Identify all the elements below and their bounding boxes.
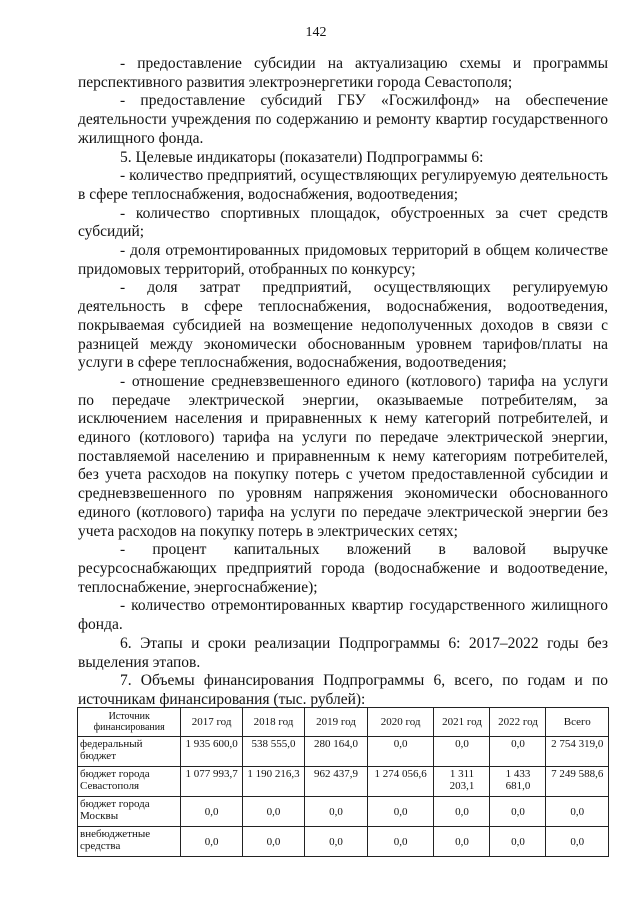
table-header-cell: 2017 год (181, 708, 242, 737)
table-cell: 0,0 (434, 797, 490, 827)
table-row (78, 797, 609, 827)
paragraph: - доля отремонтированных придомовых территорий в общем количестве придомовых территорий, отобранных по конкурсу; (78, 242, 608, 278)
table-header-cell: 2019 год (305, 708, 367, 737)
table-cell: 1 433 681,0 (490, 767, 546, 797)
paragraph: - количество предприятий, осуществляющих регулируемую деятельность в сфере теплоснабжения, водоснабжения, водоотведения; (78, 167, 608, 203)
paragraph: - процент капитальных вложений в валовой выручке ресурсоснабжающих предприятий города (водоснабжение и водоотведение, теплоснабжение, энергоснабжение); (78, 541, 608, 596)
table-cell: 0,0 (367, 737, 434, 767)
table-header-cell: 2020 год (367, 708, 434, 737)
table-cell: 1 311 203,1 (434, 767, 490, 797)
table-header-cell: 2018 год (242, 708, 304, 737)
table-cell: 2 754 319,0 (546, 737, 609, 767)
table-header-row (78, 708, 609, 737)
table-cell: 0,0 (181, 827, 242, 857)
paragraph: - отношение средневзвешенного единого (котлового) тарифа на услуги по передаче электрической энергии, оказываемые потребителям, за исключением населения и приравненных к нему категорий потребителей, и единого (котлового) тарифа на услуги по передаче электрической энергии, поставляемой населению и приравненным к нему категориям потребителей, без учета расходов на покупку потерь с учетом предоставленной субсидии и средневзвешенного по уровням напряжения экономически обоснованного единого (котлового) тарифа на услуги по передаче электрической энергии без учета расходов на покупку потерь в электрических сетях; (78, 372, 608, 540)
financing-table (77, 707, 609, 857)
table-cell: 1 077 993,7 (181, 767, 242, 797)
table-header-cell: 2021 год (434, 708, 490, 737)
table-row (78, 827, 609, 857)
table-cell: 0,0 (181, 797, 242, 827)
table-cell: бюджет города Севастополя (78, 767, 181, 797)
table-cell: федеральный бюджет (78, 737, 181, 767)
paragraph: - количество отремонтированных квартир государственного жилищного фонда. (78, 597, 608, 634)
table-row (78, 737, 609, 767)
table-cell: 1 190 216,3 (242, 767, 304, 797)
table-cell: 538 555,0 (242, 737, 304, 767)
paragraph: 6. Этапы и сроки реализации Подпрограммы 6: 2017–2022 годы без выделения этапов. (78, 634, 608, 671)
table-cell: 0,0 (546, 827, 609, 857)
paragraph: - предоставление субсидий ГБУ «Госжилфонд» на обеспечение деятельности учреждения по содержанию и ремонту квартир государственного жилищного фонда. (78, 92, 608, 147)
table-cell: 1 935 600,0 (181, 737, 242, 767)
table-cell: 0,0 (490, 827, 546, 857)
table-header-cell: 2022 год (490, 708, 546, 737)
table-cell: внебюджетные средства (78, 827, 181, 857)
table-cell: 0,0 (305, 797, 367, 827)
page-number: 142 (305, 25, 327, 40)
table-header-cell: Всего (546, 708, 609, 737)
paragraph: - доля затрат предприятий, осуществляющих регулируемую деятельность в сфере теплоснабжения, водоснабжения, водоотведения, покрываемая субсидией на возмещение недополученных доходов в связи с разницей между экономически обоснованным уровнем тарифов/платы на услуги в сфере теплоснабжения, водоснабжения, водоотведения; (78, 279, 608, 372)
paragraph: - предоставление субсидии на актуализацию схемы и программы перспективного развития электроэнергетики города Севастополя; (78, 55, 608, 91)
table-cell: 0,0 (546, 797, 609, 827)
table-cell: 0,0 (242, 797, 304, 827)
table-cell: 0,0 (367, 797, 434, 827)
table-cell: бюджет города Москвы (78, 797, 181, 827)
paragraph: - количество спортивных площадок, обустроенных за счет средств субсидий; (78, 204, 608, 241)
paragraph: 5. Целевые индикаторы (показатели) Подпрограммы 6: (120, 148, 484, 166)
table-cell: 0,0 (305, 827, 367, 857)
table-cell: 0,0 (242, 827, 304, 857)
table-cell: 0,0 (490, 797, 546, 827)
table-cell: 7 249 588,6 (546, 767, 609, 797)
table-cell: 962 437,9 (305, 767, 367, 797)
table-cell: 0,0 (434, 737, 490, 767)
table-cell: 280 164,0 (305, 737, 367, 767)
table-cell: 0,0 (367, 827, 434, 857)
table-header-cell: Источник финансирования (78, 708, 181, 737)
table-cell: 0,0 (434, 827, 490, 857)
table-row (78, 767, 609, 797)
paragraph: 7. Объемы финансирования Подпрограммы 6, всего, по годам и по источникам финансирования (тыс. рублей): (78, 672, 608, 708)
table-cell: 1 274 056,6 (367, 767, 434, 797)
table-cell: 0,0 (490, 737, 546, 767)
body-text (78, 55, 608, 710)
